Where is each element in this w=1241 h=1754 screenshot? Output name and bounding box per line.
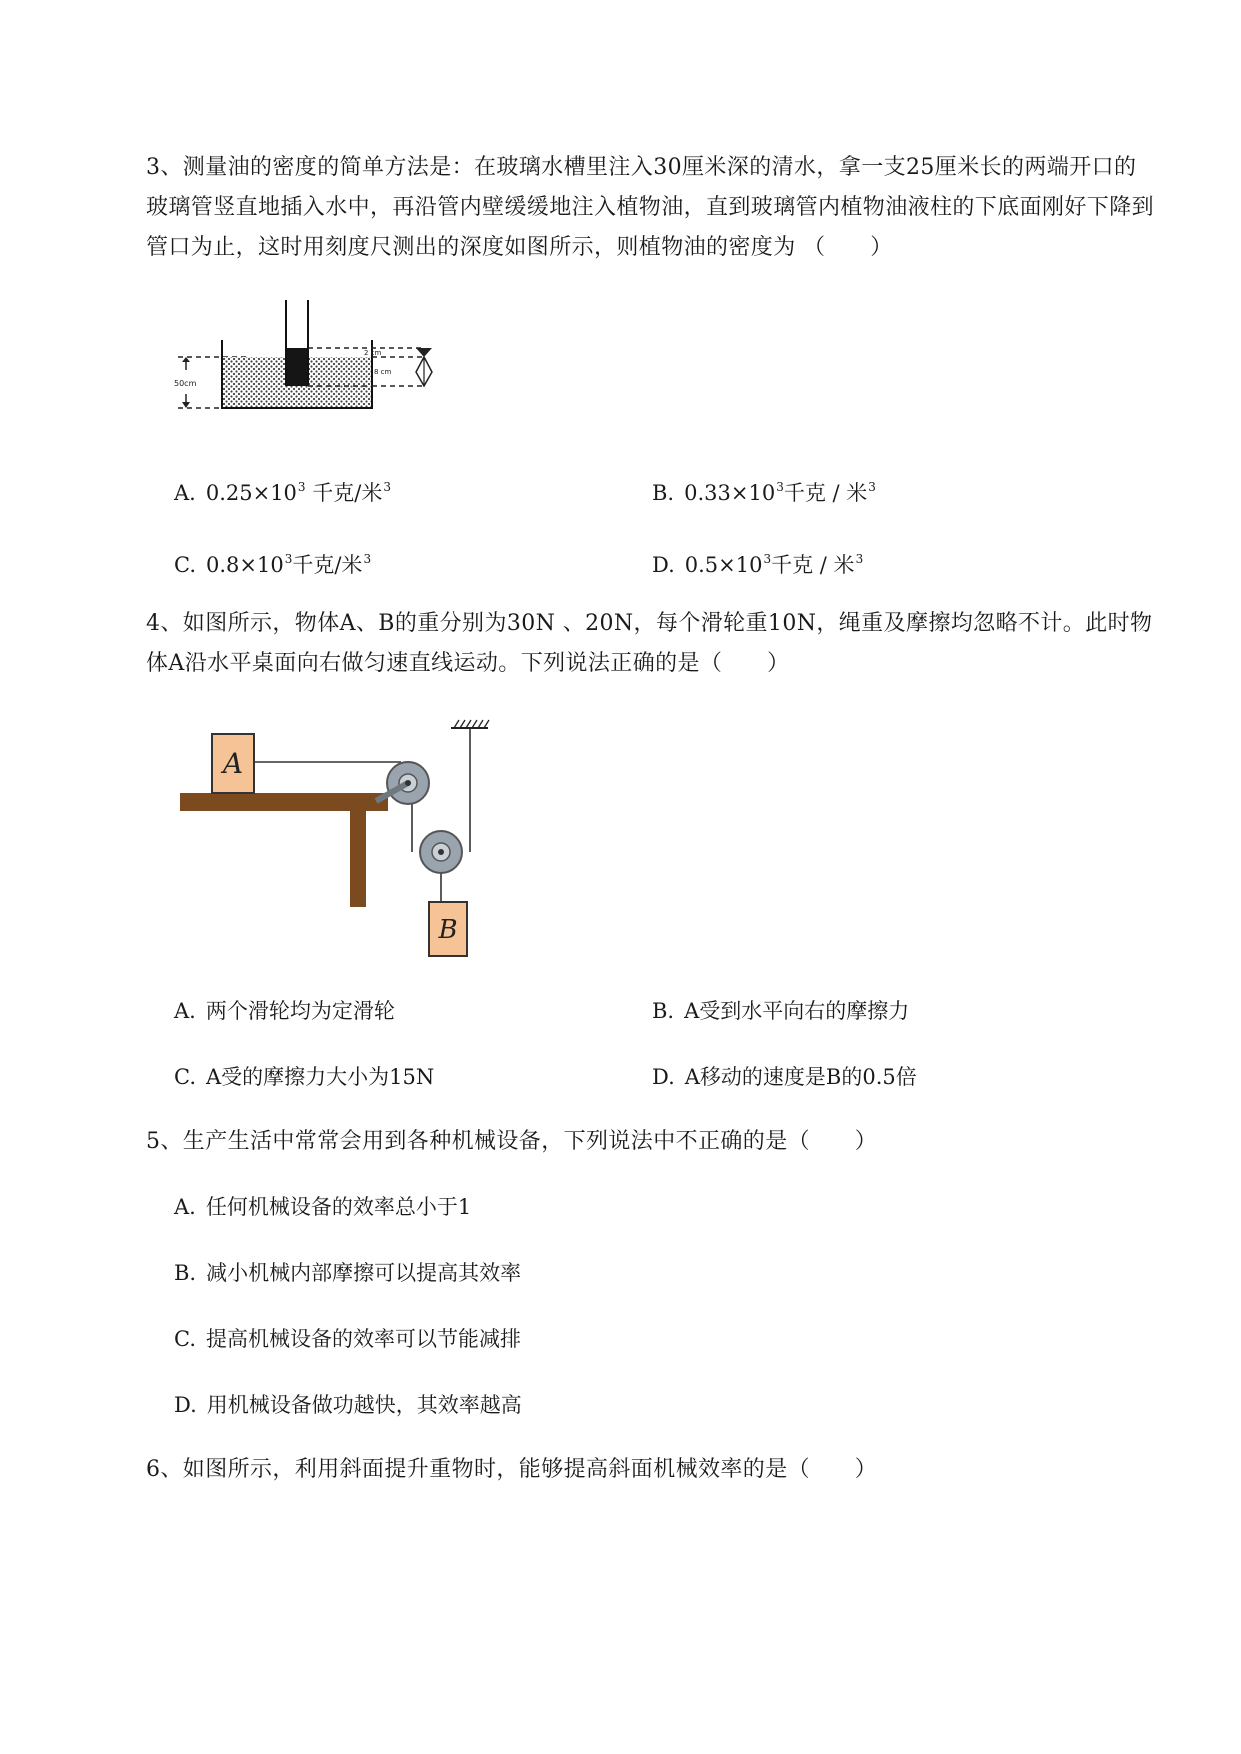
question-4-figure <box>176 718 496 958</box>
question-6-stem: 6、如图所示，利用斜面提升重物时，能够提高斜面机械效率的是（ ） <box>146 1457 878 1482</box>
table-top <box>180 793 388 811</box>
q4-option-a[interactable]: A. 两个滑轮均为定滑轮 <box>174 999 395 1023</box>
q3-option-d[interactable]: D. $0.5\times 10^3$千克 / 米$^3$ <box>652 552 864 577</box>
q3-option-a[interactable]: A. $0.25\times 10^3$ 千克/米$^3$ <box>174 480 391 505</box>
top-right-label: 2 cm <box>364 349 382 357</box>
q3-option-b[interactable]: B. $0.33\times 10^3$千克 / 米$^3$ <box>652 480 876 505</box>
q4-option-d[interactable]: D. A移动的速度是B的0.5倍 <box>652 1065 917 1089</box>
question-4-stem: 4、如图所示，物体A、B的重分别为30N 、20N，每个滑轮重10N，绳重及摩擦均忽略不计。此时物体A沿水平桌面向右做匀速直线运动。下列说法正确的是（ ） <box>146 611 1153 676</box>
table-leg <box>350 811 366 907</box>
question-3-figure <box>170 300 490 418</box>
q5-option-c[interactable]: C. 提高机械设备的效率可以节能减排 <box>174 1327 521 1351</box>
left-depth-label: 50cm <box>174 379 197 388</box>
q5-option-a[interactable]: A. 任何机械设备的效率总小于1 <box>174 1195 472 1219</box>
q4-option-b[interactable]: B. A受到水平向右的摩擦力 <box>652 999 910 1023</box>
question-3-stem: 3、测量油的密度的简单方法是：在玻璃水槽里注入30厘米深的清水，拿一支25厘米长的两端开口的玻璃管竖直地插入水中，再沿管内壁缓缓地注入植物油，直到玻璃管内植物油液柱的下底面刚好下降到管口为止，这时用刻度尺测出的深度如图所示，则植物油的密度为 （ ） <box>146 155 1155 260</box>
q4-option-c[interactable]: C. A受的摩擦力大小为15N <box>174 1065 435 1089</box>
q5-option-d[interactable]: D. 用机械设备做功越快，其效率越高 <box>174 1393 522 1417</box>
q5-option-b[interactable]: B. 减小机械内部摩擦可以提高其效率 <box>174 1261 522 1285</box>
block-a-label: A <box>222 747 244 780</box>
question-5-stem: 5、生产生活中常常会用到各种机械设备，下列说法中不正确的是（ ） <box>146 1129 878 1154</box>
bottom-right-label: 8 cm <box>374 368 392 376</box>
block-b-label: B <box>438 915 458 945</box>
q3-option-c[interactable]: C. $0.8\times 10^3$千克/米$^3$ <box>174 552 372 577</box>
